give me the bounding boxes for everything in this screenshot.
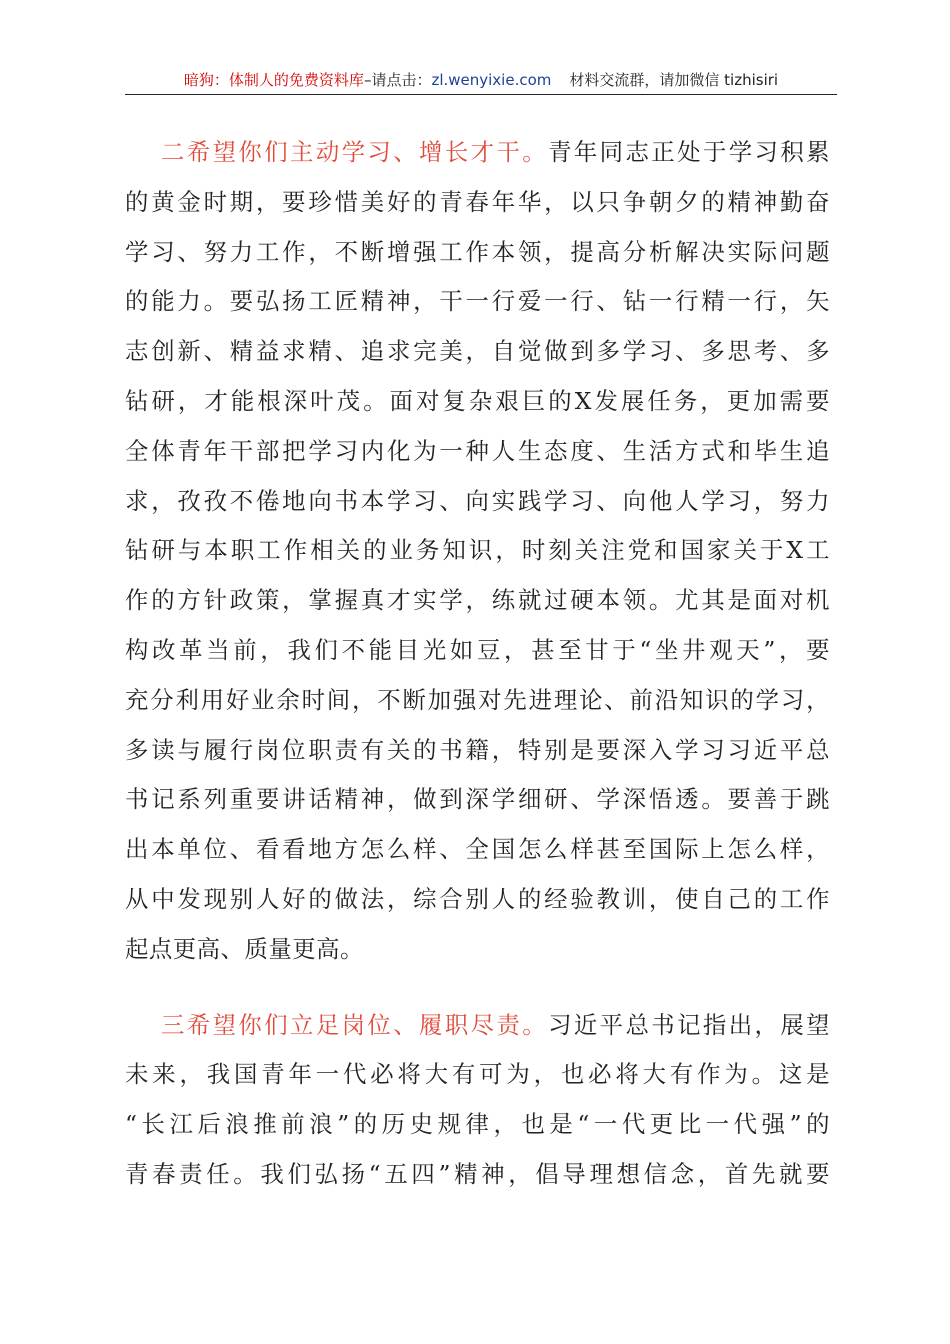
paragraph-line: 钻研，才能根深叶茂。面对复杂艰巨的X发展任务，更加需要 bbox=[125, 386, 830, 415]
paragraph-line-text: 青年同志正处于学习积累 bbox=[548, 138, 831, 166]
header-prompt: –请点击： bbox=[363, 71, 432, 89]
paragraph-line: 起点更高、质量更高。 bbox=[125, 934, 364, 963]
paragraph-line: “长江后浪推前浪”的历史规律，也是“一代更比一代强”的 bbox=[125, 1110, 830, 1139]
paragraph-line: 钻研与本职工作相关的业务知识，时刻关注党和国家关于X工 bbox=[125, 536, 830, 565]
header-url-link[interactable]: zl.wenyixie.com bbox=[431, 71, 552, 89]
page-header bbox=[125, 68, 837, 95]
paragraph-line: 学习、努力工作，不断增强工作本领，提高分析解决实际问题 bbox=[125, 237, 830, 266]
paragraph-2 bbox=[125, 128, 830, 975]
paragraph-line: 构改革当前，我们不能目光如豆，甚至甘于“坐井观天”，要 bbox=[125, 635, 830, 664]
document-body bbox=[125, 128, 830, 1200]
paragraph-line: 作的方针政策，掌握真才实学，练就过硬本领。尤其是面对机 bbox=[125, 586, 830, 615]
paragraph-line: 多读与履行岗位职责有关的书籍，特别是要深入学习习近平总 bbox=[125, 735, 830, 764]
paragraph-line: 的黄金时期，要珍惜美好的青春年华，以只争朝夕的精神勤奋 bbox=[125, 187, 830, 216]
paragraph-line: 的能力。要弘扬工匠精神，干一行爱一行、钻一行精一行，矢 bbox=[125, 287, 830, 316]
paragraph-heading: 三希望你们立足岗位、履职尽责。 bbox=[161, 1010, 549, 1039]
paragraph-line: 未来，我国青年一代必将大有可为，也必将大有作为。这是 bbox=[125, 1060, 830, 1089]
paragraph-line: 书记系列重要讲话精神，做到深学细研、学深悟透。要善于跳 bbox=[125, 785, 830, 814]
paragraph-line-text: 习近平总书记指出，展望 bbox=[548, 1010, 831, 1039]
paragraph-line bbox=[125, 128, 830, 178]
header-contact: 材料交流群，请加微信 tizhisiri bbox=[569, 71, 779, 89]
paragraph-line: 出本单位、看看地方怎么样、全国怎么样甚至国际上怎么样， bbox=[125, 835, 830, 864]
paragraph-line: 青春责任。我们弘扬“五四”精神，倡导理想信念，首先就要 bbox=[125, 1159, 830, 1188]
paragraph-line: 充分利用好业余时间，不断加强对先进理论、前沿知识的学习， bbox=[125, 685, 830, 714]
paragraph-line bbox=[125, 1001, 830, 1051]
paragraph-heading: 二希望你们主动学习、增长才干。 bbox=[161, 138, 549, 166]
paragraph-line: 全体青年干部把学习内化为一种人生态度、生活方式和毕生追 bbox=[125, 436, 830, 465]
paragraph-line: 求，孜孜不倦地向书本学习、向实践学习、向他人学习，努力 bbox=[125, 486, 830, 515]
paragraph-line: 志创新、精益求精、追求完美，自觉做到多学习、多思考、多 bbox=[125, 337, 830, 366]
paragraph-3 bbox=[125, 1001, 830, 1200]
header-site-name: 暗狗：体制人的免费资料库 bbox=[183, 71, 364, 89]
paragraph-line: 从中发现别人好的做法，综合别人的经验教训，使自己的工作 bbox=[125, 884, 830, 913]
